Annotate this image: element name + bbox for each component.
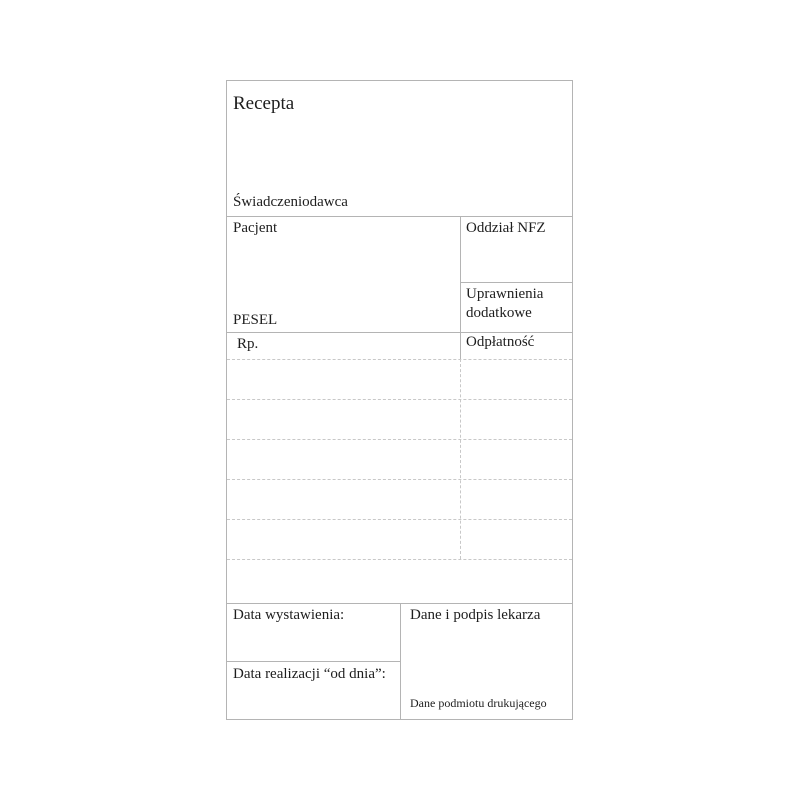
pesel-label: PESEL	[233, 312, 278, 328]
rx-label: Rp.	[237, 336, 259, 352]
issue-date-cell[interactable]	[227, 604, 400, 661]
patient-cell	[227, 217, 460, 332]
provider-label: Świadczeniodawca	[233, 194, 348, 210]
rx-row[interactable]	[227, 440, 572, 480]
doctor-label: Dane i podpis lekarza	[410, 607, 541, 623]
rx-row[interactable]	[227, 520, 572, 560]
realization-date-label: Data realizacji “od dnia”:	[233, 666, 386, 682]
rx-header-cell	[227, 333, 460, 359]
rx-row[interactable]	[227, 360, 572, 400]
patient-label: Pacjent	[233, 220, 278, 236]
printer-label: Dane podmiotu drukującego	[410, 696, 547, 710]
rx-row[interactable]	[227, 480, 572, 520]
form-title: Recepta	[233, 93, 295, 114]
nfz-branch-label: Oddział NFZ	[466, 220, 546, 236]
header-section	[227, 81, 572, 216]
prescription-form	[226, 80, 573, 720]
rx-extra-row[interactable]	[227, 560, 572, 603]
realization-date-cell[interactable]	[227, 662, 400, 719]
doctor-cell[interactable]	[401, 604, 572, 719]
issue-date-label: Data wystawienia:	[233, 607, 345, 623]
divider-rx-header-vertical	[460, 332, 461, 359]
payment-column-divider	[460, 359, 461, 559]
payment-header-cell	[461, 333, 572, 359]
privileges-label: Uprawnienia dodatkowe	[466, 286, 544, 321]
payment-label: Odpłatność	[466, 334, 535, 350]
rx-row[interactable]	[227, 400, 572, 440]
privileges-cell	[461, 283, 572, 332]
nfz-branch-cell	[461, 217, 572, 282]
